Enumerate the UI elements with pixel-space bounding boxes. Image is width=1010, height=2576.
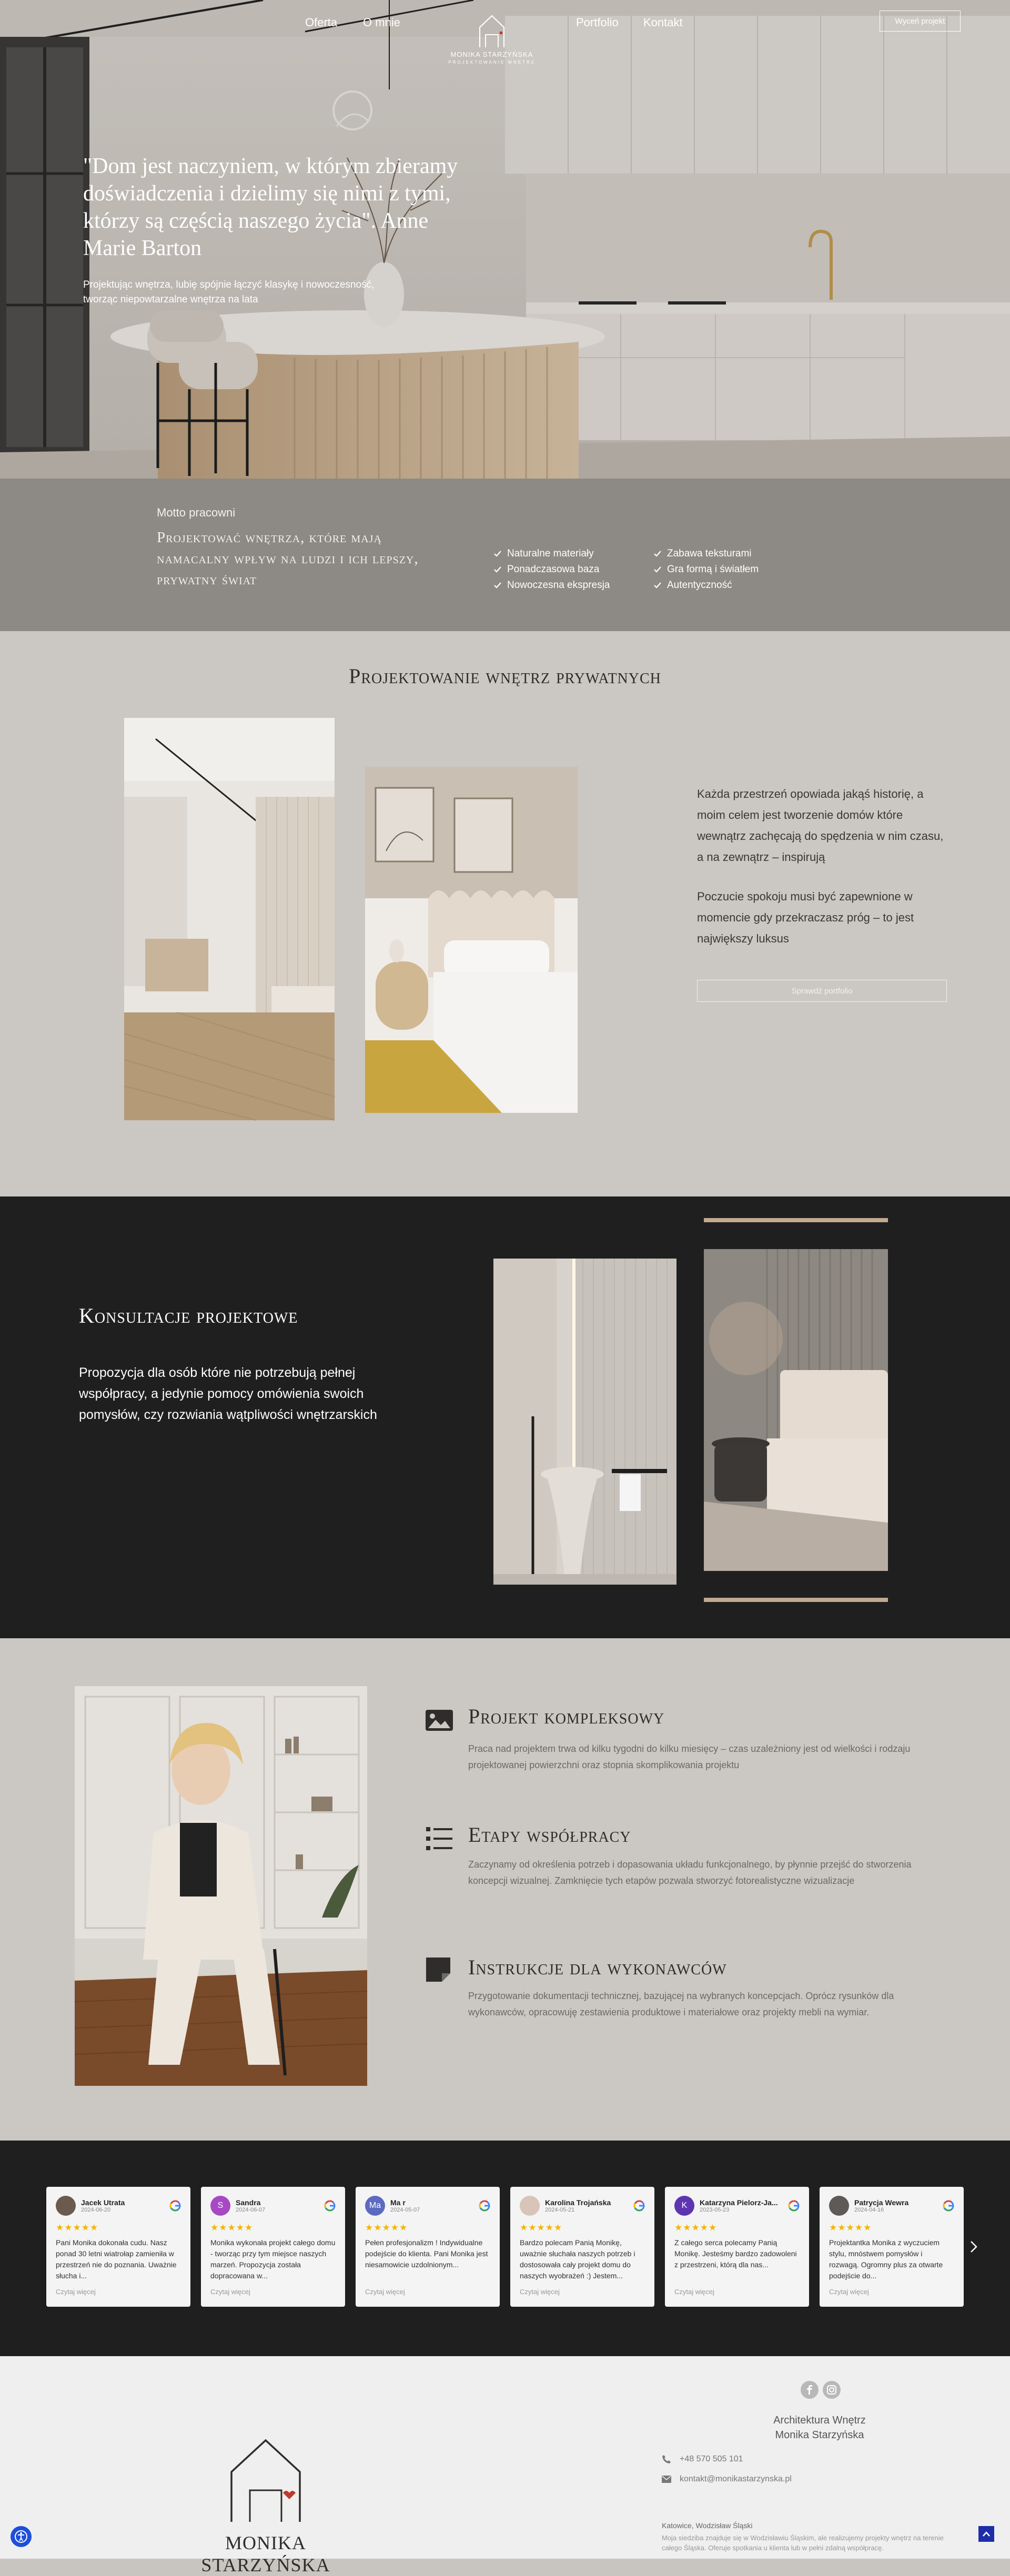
reviewer-avatar: S: [210, 2196, 230, 2216]
reviewer-name: Ma r: [390, 2198, 406, 2207]
feature-label: Autentyczność: [667, 580, 732, 591]
consult-title: Konsultacje projektowe: [79, 1304, 298, 1327]
feature-label: Zabawa teksturami: [667, 548, 752, 559]
site-logo[interactable]: [447, 8, 537, 72]
footer-owner: Monika Starzyńska: [775, 2429, 864, 2441]
mail-icon: [662, 2476, 671, 2483]
nav-oferta[interactable]: Oferta: [305, 16, 338, 29]
review-text: Monika wykonała projekt całego domu - tworząc przy tym miejsce naszych marzeń. Propozycja została dopracowana w...: [210, 2238, 336, 2280]
feature-item: [493, 564, 599, 575]
reviewer-name: Karolina Trojańska: [545, 2198, 611, 2207]
service-text: Zaczynamy od określenia potrzeb i dopasowania układu funkcjonalnego, by płynnie przejść do stworzenia koncepcji wizualnej. Zamknięcie tych etapów pozwala stworzyć fotorealistyczne wizualizacje: [468, 1859, 912, 1886]
estimate-project-button[interactable]: Wyceń projekt: [880, 11, 961, 32]
review-card: [665, 2187, 809, 2307]
rating-stars: ★★★★★: [210, 2223, 254, 2233]
phone-number[interactable]: +48 570 505 101: [680, 2455, 743, 2463]
facebook-link[interactable]: [801, 2381, 819, 2399]
feature-item: [653, 548, 752, 560]
review-date: 2024-06-20: [81, 2207, 111, 2213]
facebook-icon: [805, 2385, 814, 2395]
check-icon: [653, 565, 662, 574]
logo-subtitle: PROJEKTOWANIE WNĘTRZ: [448, 60, 536, 65]
review-date: 2024-04-16: [854, 2207, 884, 2213]
reviewer-name: Katarzyna Pielorz-Ja...: [700, 2198, 778, 2207]
decor-line: [704, 1598, 888, 1602]
feature-item: [653, 580, 732, 591]
list-icon: [425, 1825, 453, 1853]
google-icon: [633, 2200, 645, 2212]
reviewer-name: Patrycja Wewra: [854, 2198, 909, 2207]
footer-brand: MONIKA STARZYŃSKA: [201, 2532, 330, 2575]
check-portfolio-button[interactable]: Sprawdź portfolio: [697, 980, 947, 1002]
rating-stars: ★★★★★: [365, 2223, 408, 2233]
google-icon: [943, 2200, 954, 2212]
feature-label: Gra formą i światłem: [667, 564, 759, 575]
review-date: 2024-06-07: [236, 2207, 266, 2213]
feature-label: Ponadczasowa baza: [507, 564, 600, 575]
google-icon: [169, 2200, 181, 2212]
footer-phone[interactable]: [662, 2455, 998, 2464]
phone-icon: [662, 2455, 671, 2464]
google-icon: [479, 2200, 490, 2212]
consult-text: Propozycja dla osób które nie potrzebują pełnej współpracy, a jedynie pomocy omówienia swoich pomysłów, czy rozwiania wątpliwości wnętrzarskich: [79, 1365, 377, 1422]
service-title: Etapy współpracy: [468, 1823, 631, 1847]
image-icon: [425, 1709, 453, 1731]
feature-label: Naturalne materiały: [507, 548, 594, 559]
nav-kontakt[interactable]: Kontakt: [643, 16, 683, 29]
read-more-link[interactable]: Czytaj więcej: [520, 2288, 560, 2296]
accessibility-button[interactable]: [11, 2526, 32, 2547]
motto-text: Projektować wnętrza, które mają namacalny wpływ na ludzi i ich lepszy, prywatny świat: [157, 529, 419, 588]
chevron-up-icon: [982, 2531, 991, 2537]
check-icon: [493, 565, 502, 574]
review-card: [356, 2187, 500, 2307]
decor-line: [704, 1218, 888, 1222]
footer-note: Moja siedziba znajduje się w Wodzisławiu Śląskim, ale realizujemy projekty wnętrz na terenie całego Śląska. Oferuje spotkania u klienta lub w pełni zdalną współpracę.: [662, 2534, 944, 2552]
nav-portfolio[interactable]: Portfolio: [576, 16, 619, 29]
rating-stars: ★★★★★: [56, 2223, 99, 2233]
logo-name: MONIKA STARZYŃSKA: [450, 50, 533, 58]
read-more-link[interactable]: Czytaj więcej: [210, 2288, 250, 2296]
review-date: 2024-05-21: [545, 2207, 575, 2213]
feature-item: [493, 580, 610, 591]
reviewer-avatar: K: [674, 2196, 694, 2216]
chevron-right-icon: [969, 2240, 978, 2254]
check-icon: [653, 550, 662, 558]
google-icon: [324, 2200, 336, 2212]
review-text: Bardzo polecam Panią Monikę, uważnie słuchała naszych potrzeb i dostosowała cały projekt domu do naszych wyobrażeń :) Jestem...: [520, 2238, 635, 2280]
bedroom-photo: [365, 767, 578, 1113]
check-icon: [493, 550, 502, 558]
reviewer-avatar: [56, 2196, 76, 2216]
footer-email[interactable]: [662, 2474, 998, 2484]
hero-quote: "Dom jest naczyniem, w którym zbieramy doświadczenia i dzielimy się nimi z tymi, którzy są częścią naszego życia". Anne Marie Barton: [83, 154, 458, 260]
hero-subtitle: Projektując wnętrza, lubię spójnie łączyć klasykę i nowoczesność, tworząc niepowtarzalne wnętrza na lata: [83, 279, 375, 305]
check-icon: [653, 581, 662, 590]
private-paragraph-1: Każda przestrzeń opowiada jakąś historię, a moim celem jest tworzenie domów które wewnątrz zachęcają do spędzenia w nim czasu, a na zewnątrz – inspirują: [697, 787, 944, 864]
check-icon: [493, 581, 502, 590]
footer-location: Katowice, Wodzisław Śląski: [662, 2521, 753, 2530]
motto-label: Motto pracowni: [157, 506, 236, 519]
footer-company: [730, 2413, 909, 2442]
nav-o-mnie[interactable]: O mnie: [363, 16, 400, 29]
service-text: Praca nad projektem trwa od kilku tygodni do kilku miesięcy – czas uzależniony jest od wielkości i rodzaju projektowanej powierzchni oraz stopnia skomplikowania projektu: [468, 1743, 911, 1770]
note-icon: [425, 1956, 451, 1983]
instagram-icon: [827, 2385, 836, 2395]
feature-item: [493, 548, 594, 560]
carousel-next-arrow[interactable]: [966, 2236, 982, 2257]
read-more-link[interactable]: Czytaj więcej: [365, 2288, 405, 2296]
read-more-link[interactable]: Czytaj więcej: [674, 2288, 714, 2296]
review-card: [46, 2187, 190, 2307]
review-date: 2024-05-07: [390, 2207, 420, 2213]
reviewer-name: Sandra: [236, 2198, 261, 2207]
instagram-link[interactable]: [823, 2381, 841, 2399]
rating-stars: ★★★★★: [829, 2223, 872, 2233]
review-card: [201, 2187, 345, 2307]
email-address[interactable]: kontakt@monikastarzynska.pl: [680, 2474, 792, 2483]
house-logo-icon: [447, 8, 537, 50]
google-icon: [788, 2200, 800, 2212]
hero-section: [0, 0, 1010, 479]
review-text: Pani Monika dokonała cudu. Nasz ponad 30 letni wiatrołap zamieniła w przestrzeń nie do poznania. Uważnie słucha i...: [56, 2238, 177, 2280]
reviewer-name: Jacek Utrata: [81, 2198, 125, 2207]
review-card: [820, 2187, 964, 2307]
read-more-link[interactable]: Czytaj więcej: [829, 2288, 869, 2296]
scroll-top-button[interactable]: [978, 2526, 994, 2542]
review-date: 2023-05-23: [700, 2207, 730, 2213]
service-title: Instrukcje dla wykonawców: [468, 1955, 727, 1979]
private-paragraph-2: Poczucie spokoju musi być zapewnione w momencie gdy przekraczasz próg – to jest największy luksus: [697, 890, 914, 945]
private-section-title: Projektowanie wnętrz prywatnych: [349, 664, 661, 688]
living-room-photo: [124, 718, 335, 1120]
reviewer-avatar: Ma: [365, 2196, 385, 2216]
review-text: Projektantka Monika z wyczuciem stylu, mnóstwem pomysłów i rozwagą. Ogromny plus za otwarte podejście do...: [829, 2238, 943, 2280]
feature-label: Nowoczesna ekspresja: [507, 580, 610, 591]
reviewer-avatar: [829, 2196, 849, 2216]
footer-architecture: Architektura Wnętrz: [773, 2415, 866, 2426]
bedroom-night-photo: [704, 1249, 888, 1571]
review-text: Z całego serca polecamy Panią Monikę. Jesteśmy bardzo zadowoleni z przestrzeni, którą dla nas...: [674, 2238, 797, 2269]
designer-portrait-photo: [75, 1686, 367, 2086]
review-text: Pełen profesjonalizm ! Indywidualne podejście do klienta. Pani Monika jest niesamowicie uzdolnionym...: [365, 2238, 488, 2269]
accessibility-icon: [14, 2530, 28, 2543]
rating-stars: ★★★★★: [520, 2223, 563, 2233]
service-text: Przygotowanie dokumentacji technicznej, bazującej na wybranych koncepcjach. Oprócz rysunków dla wykonawców, opracowuję zestawienia produktowe i materiałowe oraz projekty mebli na wymiar.: [468, 1991, 894, 2017]
footer-house-logo-icon: [221, 2435, 310, 2524]
reviewer-avatar: [520, 2196, 540, 2216]
rating-stars: ★★★★★: [674, 2223, 718, 2233]
bathroom-photo: [493, 1259, 676, 1585]
read-more-link[interactable]: Czytaj więcej: [56, 2288, 96, 2296]
service-title: Projekt kompleksowy: [468, 1705, 665, 1728]
feature-item: [653, 564, 759, 575]
review-card: [510, 2187, 654, 2307]
